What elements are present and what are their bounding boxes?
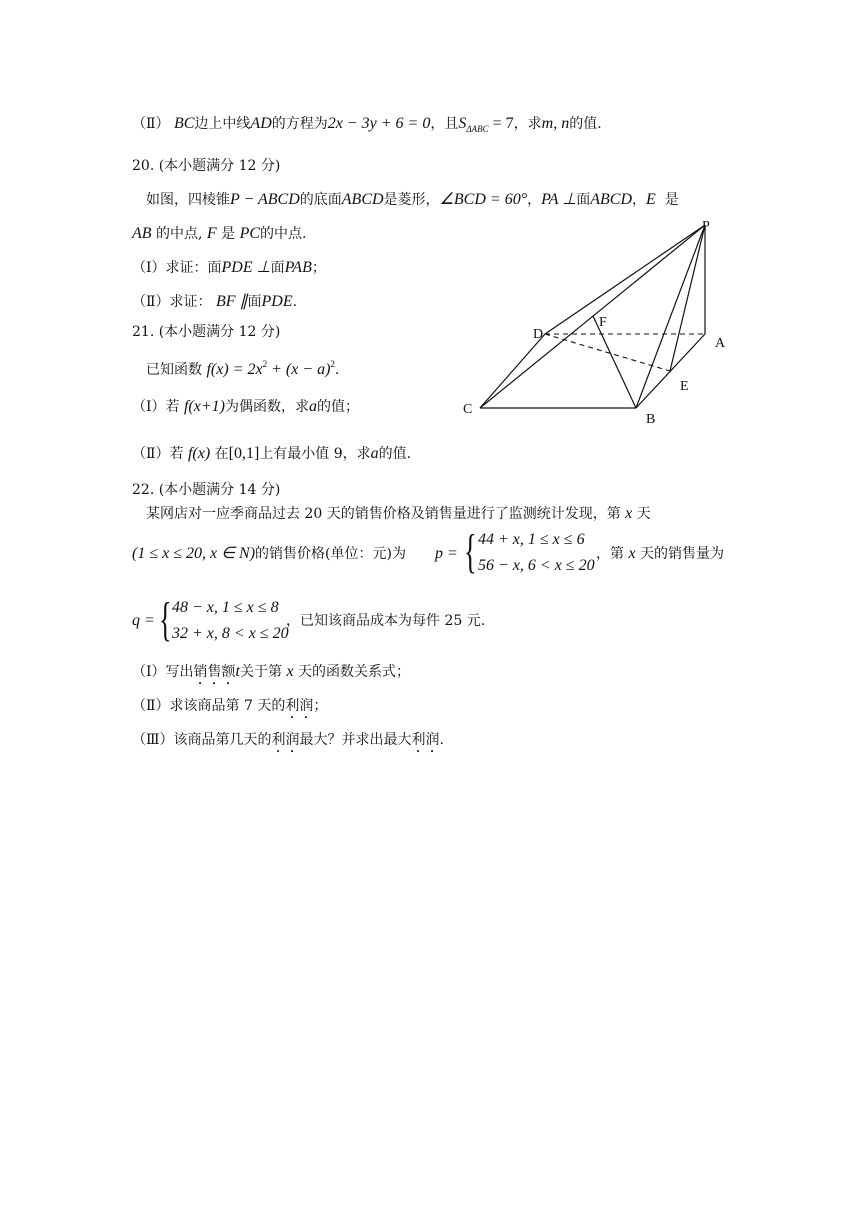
text: 的中点. xyxy=(260,226,307,242)
area-symbol: S xyxy=(458,115,467,132)
text: 已知函数 xyxy=(146,362,202,378)
left-brace: { xyxy=(464,525,477,578)
text: . xyxy=(334,362,340,378)
p-case-2: 56 − x, 6 < x ≤ 20 xyxy=(478,557,595,574)
emphasized-text: 利润 xyxy=(285,698,314,714)
math: a xyxy=(308,398,317,415)
text: ； xyxy=(313,698,328,714)
text: 的值. xyxy=(378,446,412,462)
text: 最大？并求出最大 xyxy=(299,732,412,748)
math: AD xyxy=(250,115,272,132)
math: F xyxy=(206,225,217,242)
text: ，求 xyxy=(513,116,542,132)
math: f(x) xyxy=(187,445,211,462)
emphasized-text: 销售额 xyxy=(193,664,236,680)
text: ， xyxy=(632,192,647,208)
equation: 2x − 3y + 6 = 0 xyxy=(327,115,431,132)
math: BF ∥ xyxy=(215,293,248,310)
math: x xyxy=(625,505,633,522)
math: x xyxy=(628,545,636,562)
exponent: 2 xyxy=(262,359,268,369)
label-C: C xyxy=(463,402,473,417)
text: 面 xyxy=(270,260,285,276)
q-case-1: 48 − x, 1 ≤ x ≤ 8 xyxy=(172,599,279,616)
q20-heading: 20. (本小题满分 12 分) xyxy=(132,158,281,174)
math: (1 ≤ x ≤ 20, x ∈ N) xyxy=(132,545,256,562)
emphasized-text: 利润 xyxy=(411,732,440,748)
edge-PC xyxy=(480,225,705,408)
text: 在 xyxy=(214,446,229,462)
math: f(x) = 2x xyxy=(206,361,263,378)
math: BC xyxy=(173,115,195,132)
q22-cost: ，已知该商品成本为每件 25 元. xyxy=(286,613,486,629)
text: ， xyxy=(527,192,542,208)
text: ，第 xyxy=(596,546,624,562)
text: 为偶函数，求 xyxy=(224,399,309,415)
q-case-2: 32 + x, 8 < x ≤ 20 xyxy=(172,625,289,642)
math: ABCD xyxy=(341,191,384,208)
math: PAB xyxy=(284,259,312,276)
math: PDE ⊥ xyxy=(221,259,271,276)
text: 该商品第几天的 xyxy=(173,732,272,748)
math: PC xyxy=(239,225,261,242)
text: 的方程为 xyxy=(271,116,328,132)
text: 若 xyxy=(169,446,184,462)
math: t xyxy=(235,663,240,680)
roman-numeral: （Ⅰ） xyxy=(132,664,166,680)
text: . xyxy=(292,294,298,310)
q-lhs: q = xyxy=(132,612,155,629)
text: 天的销售量为 xyxy=(640,546,725,562)
math: E xyxy=(646,191,656,208)
label-B: B xyxy=(646,412,656,427)
text: ，且 xyxy=(430,116,459,132)
segment-DE-hidden xyxy=(545,334,670,371)
text: 上有最小值 9，求 xyxy=(259,446,371,462)
text: 求证： xyxy=(169,294,212,310)
label-E: E xyxy=(680,379,689,394)
segment-PE xyxy=(670,225,705,371)
q22-heading: 22. (本小题满分 14 分) xyxy=(132,482,281,498)
edge-CD xyxy=(480,334,545,408)
edge-PD xyxy=(545,225,705,334)
text: 求该商品第 7 天的 xyxy=(169,698,286,714)
emphasized-text: 利润 xyxy=(271,732,300,748)
edge-BA xyxy=(636,334,705,408)
text: 某网店对一应季商品过去 20 天的销售价格及销售量进行了监测统计发现，第 xyxy=(146,506,621,522)
text: 是 xyxy=(664,192,679,208)
p-lhs: p = xyxy=(435,545,458,562)
roman-numeral: （Ⅰ） xyxy=(132,260,166,276)
roman-numeral: （Ⅱ） xyxy=(132,698,170,714)
math: PDE xyxy=(261,293,293,310)
math: = 7 xyxy=(488,115,514,132)
q21-heading: 21. (本小题满分 12 分) xyxy=(132,324,281,340)
text: 的底面 xyxy=(299,192,342,208)
math: ∠BCD = 60° xyxy=(439,191,528,208)
text: 天的函数关系式； xyxy=(298,664,410,680)
roman-numeral: （Ⅱ） xyxy=(132,294,170,310)
label-D: D xyxy=(533,327,544,342)
label-F: F xyxy=(599,315,607,330)
roman-numeral: （Ⅱ） xyxy=(132,116,170,132)
math: ABCD xyxy=(590,191,633,208)
text: 面 xyxy=(247,294,262,310)
math: [0,1] xyxy=(228,445,260,462)
area-subscript: ΔABC xyxy=(466,124,489,134)
text: 关于第 xyxy=(239,664,282,680)
text: . xyxy=(439,732,444,748)
text: ； xyxy=(311,260,326,276)
text: 写出 xyxy=(165,664,194,680)
text: 面 xyxy=(576,192,591,208)
text: 求证：面 xyxy=(165,260,222,276)
roman-numeral: （Ⅰ） xyxy=(132,399,166,415)
text: 是菱形， xyxy=(383,192,440,208)
math: m, n xyxy=(541,115,570,132)
text: 的值； xyxy=(316,399,359,415)
label-P: P xyxy=(702,219,710,234)
exponent: 2 xyxy=(330,359,335,369)
p-case-1: 44 + x, 1 ≤ x ≤ 6 xyxy=(478,531,585,548)
math: + (x − a) xyxy=(267,361,331,378)
text: 如图，四棱锥 xyxy=(146,192,230,208)
text: 的中点, xyxy=(156,226,203,242)
text: 天 xyxy=(636,506,651,522)
math: P − ABCD xyxy=(230,191,300,208)
text: 若 xyxy=(165,399,180,415)
math: x xyxy=(286,663,294,680)
label-A: A xyxy=(715,336,726,351)
roman-numeral: （Ⅱ） xyxy=(132,446,170,462)
roman-numeral: （Ⅲ） xyxy=(132,732,174,748)
math: f(x+1) xyxy=(183,398,225,415)
text: 的销售价格(单位：元)为 xyxy=(255,546,406,562)
math: PA ⊥ xyxy=(541,191,577,208)
math: a xyxy=(370,445,379,462)
text: 的值. xyxy=(569,116,602,132)
math: AB xyxy=(132,225,152,242)
text: 边上中线 xyxy=(194,116,251,132)
left-brace: { xyxy=(159,593,172,646)
text: 是 xyxy=(221,226,236,242)
